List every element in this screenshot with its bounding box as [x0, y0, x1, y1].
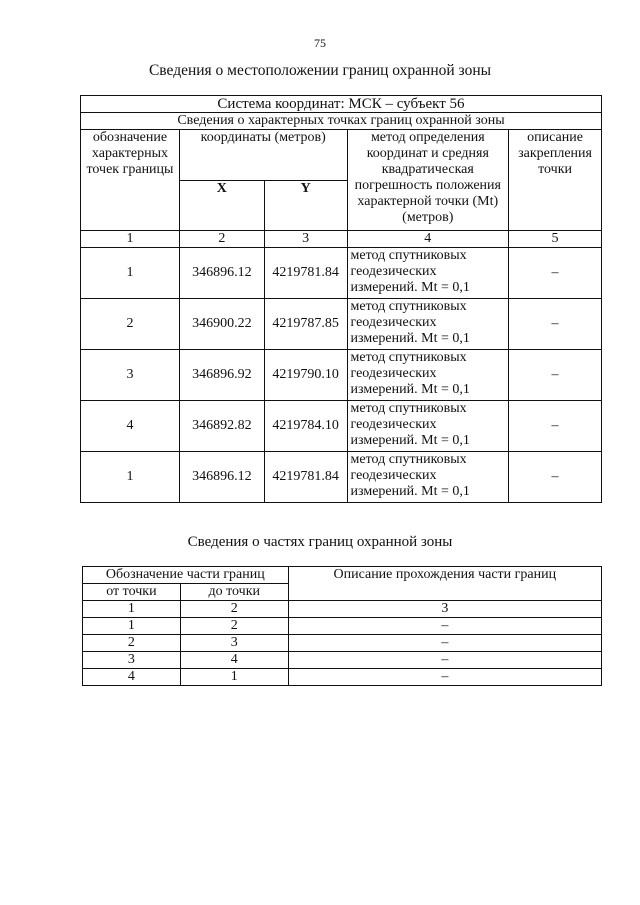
y-cell: 4219784.10 [264, 401, 347, 452]
document-title: Сведения о местоположении границ охранной зоны [148, 62, 492, 79]
y-header: Y [264, 180, 347, 231]
table-row [81, 401, 602, 452]
section-header-cell: Сведения о характерных точках границ охранной зоны [81, 113, 602, 130]
point-cell: 2 [81, 299, 180, 350]
point-cell: 4 [81, 401, 180, 452]
parts-column-number-row [83, 601, 602, 618]
method-cell: метод спутниковых геодезических измерений. Mt = 0,1 [347, 299, 509, 350]
x-cell: 346892.82 [179, 401, 264, 452]
point-designation-header: обозначение характерных точек границы [81, 130, 180, 231]
column-header-row [81, 130, 602, 181]
desc-cell: – [288, 635, 601, 652]
desc-cell: – [509, 248, 602, 299]
coordinate-system-cell: Система координат: МСК – субъект 56 [81, 96, 602, 113]
coordinate-system-row [81, 96, 602, 113]
method-cell: метод спутниковых геодезических измерений. Mt = 0,1 [347, 248, 509, 299]
to-cell: 1 [180, 669, 288, 686]
y-cell: 4219781.84 [264, 248, 347, 299]
method-cell: метод спутниковых геодезических измерений. Mt = 0,1 [347, 401, 509, 452]
table-row [83, 669, 602, 686]
method-cell: метод спутниковых геодезических измерений. Mt = 0,1 [347, 452, 509, 503]
column-number: 3 [264, 231, 347, 248]
from-point-header: от точки [83, 584, 181, 601]
table-row [81, 299, 602, 350]
column-number: 4 [347, 231, 509, 248]
from-cell: 3 [83, 652, 181, 669]
parts-section-title: Сведения о частях границ охранной зоны [187, 534, 453, 550]
table-row [81, 248, 602, 299]
point-cell: 1 [81, 452, 180, 503]
x-cell: 346896.92 [179, 350, 264, 401]
method-header: метод определения координат и средняя квадратическая погрешность положения характерной точки (Mt) (метров) [347, 130, 509, 231]
column-number-row [81, 231, 602, 248]
part-description-header: Описание прохождения части границ [288, 567, 601, 601]
x-cell: 346896.12 [179, 452, 264, 503]
table-row [83, 652, 602, 669]
table-row [83, 635, 602, 652]
column-number: 2 [179, 231, 264, 248]
page-number: 75 [314, 36, 326, 50]
to-cell: 3 [180, 635, 288, 652]
point-cell: 3 [81, 350, 180, 401]
boundary-points-table [80, 95, 602, 503]
desc-cell: – [509, 452, 602, 503]
y-cell: 4219787.85 [264, 299, 347, 350]
y-cell: 4219790.10 [264, 350, 347, 401]
to-point-header: до точки [180, 584, 288, 601]
column-number: 1 [83, 601, 181, 618]
x-header: X [179, 180, 264, 231]
column-number: 2 [180, 601, 288, 618]
from-cell: 1 [83, 618, 181, 635]
column-number: 3 [288, 601, 601, 618]
coordinates-header: координаты (метров) [179, 130, 347, 181]
fixing-description-header: описание закрепления точки [509, 130, 602, 231]
point-cell: 1 [81, 248, 180, 299]
desc-cell: – [509, 350, 602, 401]
x-cell: 346896.12 [179, 248, 264, 299]
desc-cell: – [509, 401, 602, 452]
from-cell: 2 [83, 635, 181, 652]
boundary-parts-table [82, 566, 602, 686]
table-row [83, 618, 602, 635]
desc-cell: – [509, 299, 602, 350]
to-cell: 2 [180, 618, 288, 635]
method-cell: метод спутниковых геодезических измерений. Mt = 0,1 [347, 350, 509, 401]
desc-cell: – [288, 652, 601, 669]
column-number: 1 [81, 231, 180, 248]
table-row [81, 350, 602, 401]
desc-cell: – [288, 669, 601, 686]
to-cell: 4 [180, 652, 288, 669]
y-cell: 4219781.84 [264, 452, 347, 503]
from-cell: 4 [83, 669, 181, 686]
table-row [81, 452, 602, 503]
part-designation-header: Обозначение части границ [83, 567, 289, 584]
desc-cell: – [288, 618, 601, 635]
parts-header-row [83, 567, 602, 584]
column-number: 5 [509, 231, 602, 248]
x-cell: 346900.22 [179, 299, 264, 350]
section-header-row [81, 113, 602, 130]
